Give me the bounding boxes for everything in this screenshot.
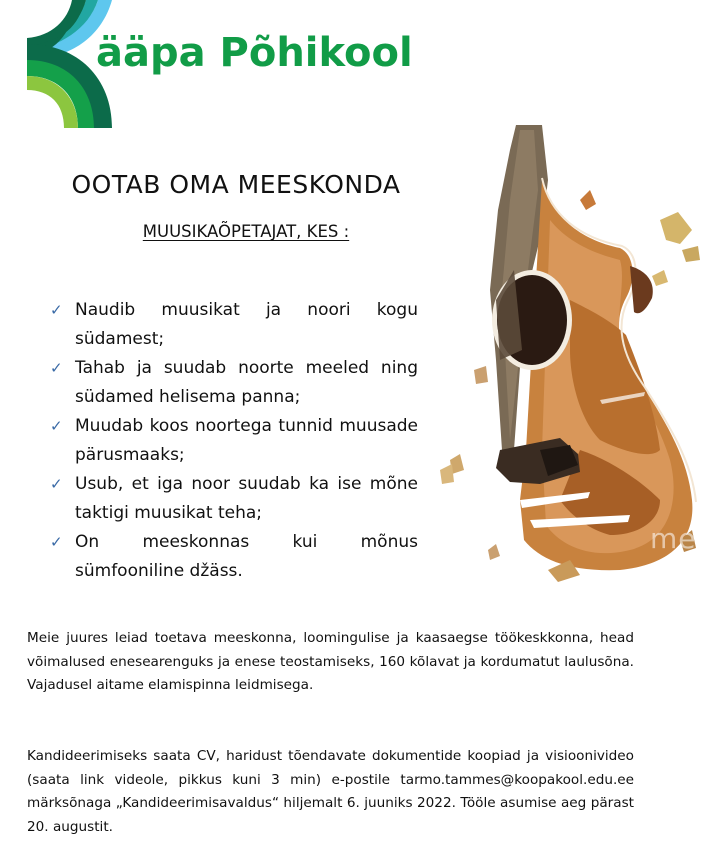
contact-email[interactable]: tarmo.tammes@koopakool.edu.ee bbox=[400, 771, 634, 788]
checkmark-icon: ✓ bbox=[50, 475, 63, 493]
guitar-illustration bbox=[430, 120, 719, 590]
list-item-text: Usub, et iga noor suudab ka ise mõne taktigi muusikat teha; bbox=[75, 474, 418, 523]
list-item-text: On meeskonnas kui mõnus sümfooniline džäss. bbox=[75, 532, 418, 581]
list-item-text: Muudab koos noortega tunnid muusade pärusmaaks; bbox=[75, 416, 418, 465]
list-item-text: Naudib muusikat ja noori kogu südamest; bbox=[75, 300, 418, 349]
application-paragraph bbox=[27, 745, 634, 839]
list-item bbox=[50, 528, 418, 586]
checkmark-icon: ✓ bbox=[50, 417, 63, 435]
list-item bbox=[50, 470, 418, 528]
checkmark-icon: ✓ bbox=[50, 359, 63, 377]
school-logo bbox=[0, 0, 440, 135]
logo-text: ääpa Põhikool bbox=[96, 30, 413, 76]
application-text-end: märksõnaga „Kandideerimisavaldus“ hiljemalt 6. juuniks 2022. Tööle asumise aeg pärast 20. augustit. bbox=[27, 795, 634, 835]
list-item bbox=[50, 354, 418, 412]
subheading: MUUSIKAÕPETAJAT, KES : bbox=[142, 222, 350, 241]
requirements-list bbox=[50, 296, 418, 586]
list-item bbox=[50, 412, 418, 470]
page-title: OOTAB OMA MEESKONDA bbox=[71, 170, 401, 199]
watermark-text: me bbox=[650, 522, 697, 555]
list-item bbox=[50, 296, 418, 354]
list-item-text: Tahab ja suudab noorte meeled ning südamed helisema panna; bbox=[75, 358, 418, 407]
checkmark-icon: ✓ bbox=[50, 533, 63, 551]
application-text-start: Kandideerimiseks saata CV, haridust tõendavate dokumentide koopiad ja visioonivideo (saata link videole, pikkus kuni 3 min) e-postile bbox=[27, 748, 634, 788]
offer-paragraph: Meie juures leiad toetava meeskonna, loomingulise ja kaasaegse töökeskkonna, head võimalused enesearenguks ja enese teostamiseks, 160 kõlavat ja kordumatut laulusõna. Vajadusel aitame elamispinna leidmisega. bbox=[27, 630, 634, 693]
checkmark-icon: ✓ bbox=[50, 301, 63, 319]
